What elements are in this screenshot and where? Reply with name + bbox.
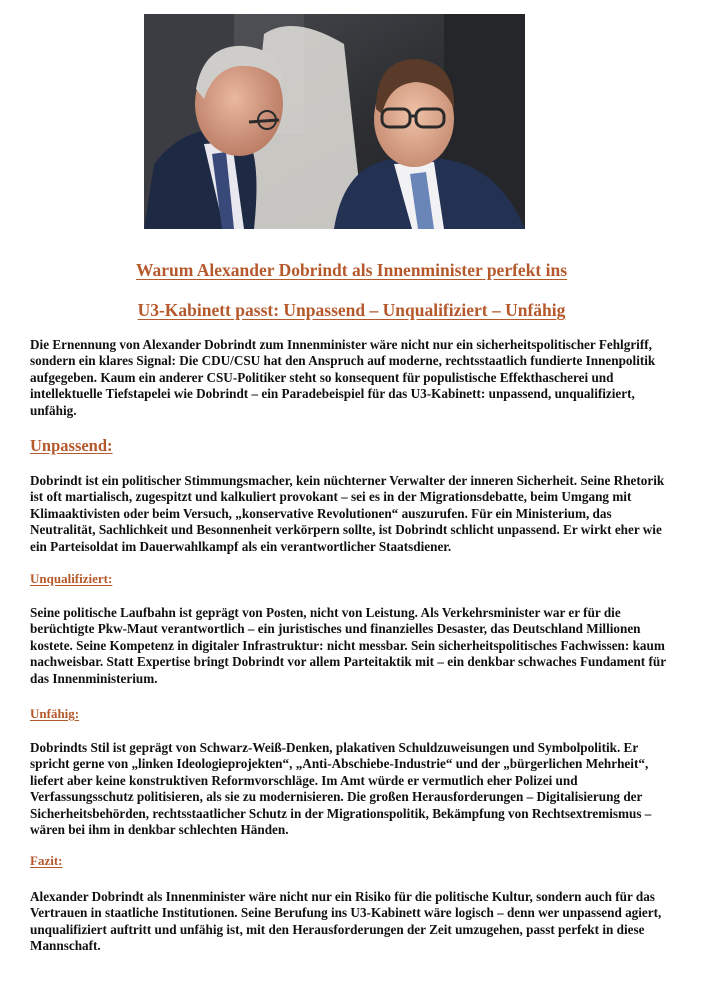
article-title-line-1: Warum Alexander Dobrindt als Innenminister perfekt ins — [135, 260, 568, 280]
photo-illustration — [144, 14, 525, 229]
section-body-unfaehig: Dobrindts Stil ist geprägt von Schwarz-Weiß-Denken, plakativen Schuldzuweisungen und Symbolpolitik. Er spricht gerne von „linken Ideologieprojekten“, „Anti-Abschiebe-Industrie“ und der „bürgerlichen Mehrheit“, liefert aber keine konstruktiven Reformvorschläge. Im Amt würde er vermutlich eher Polizei und Verfassungsschutz politisieren, als sie zu modernisieren. Die großen Herausforderungen – Digitalisierung der Sicherheitsbehörden, rechtsstaatlicher Schutz in der Migrationspolitik, Bekämpfung von Rechtsextremismus – wären bei ihm in denkbar schlechten Händen. — [30, 740, 652, 838]
intro-paragraph: Die Ernennung von Alexander Dobrindt zum Innenminister wäre nicht nur ein sicherheitspolitischer Fehlgriff, sondern ein klares Signal: Die CDU/CSU hat den Anspruch auf moderne, rechtsstaatlich fundierte Innenpolitik aufgegeben. Kaum ein anderer CSU-Politiker steht so konsequent für populistische Effekthascherei und intellektuelle Tiefstapelei wie Dobrindt – ein Paradebeispiel für das U3-Kabinett: unpassend, unqualifiziert, unfähig. — [30, 337, 656, 418]
section-heading-unfaehig: Unfähig: — [30, 706, 80, 721]
article-photo — [144, 14, 525, 229]
article-title-line-2: U3-Kabinett passt: Unpassend – Unqualifiziert – Unfähig — [137, 300, 566, 320]
section-body-unqualifiziert: Seine politische Laufbahn ist geprägt von Posten, nicht von Leistung. Als Verkehrsminister war er für die berüchtigte Pkw-Maut verantwortlich – ein juristisches und finanzielles Desaster, das Deutschland Millionen kostete. Seine Kompetenz in digitaler Infrastruktur: nicht messbar. Sein sicherheitspolitisches Fachwissen: kaum nachweisbar. Statt Expertise bringt Dobrindt vor allem Parteitaktik mit – ein denkbar schwaches Fundament für das Innenministerium. — [30, 605, 666, 686]
section-body-fazit: Alexander Dobrindt als Innenminister wäre nicht nur ein Risiko für die politische Kultur, sondern auch für das Vertrauen in staatliche Institutionen. Seine Berufung ins U3-Kabinett wäre logisch – denn wer unpassend agiert, unqualifiziert auftritt und unfähig ist, mit den Herausforderungen der Zeit umzugehen, passt perfekt in diese Mannschaft. — [30, 889, 662, 954]
section-heading-unpassend: Unpassend: — [30, 436, 113, 455]
section-heading-unqualifiziert: Unqualifiziert: — [30, 571, 113, 586]
section-body-unpassend: Dobrindt ist ein politischer Stimmungsmacher, kein nüchterner Verwalter der inneren Sicherheit. Seine Rhetorik ist oft martialisch, zugespitzt und kalkuliert provokant – sei es in der Migrationsdebatte, beim Umgang mit Klimaaktivisten oder beim Versuch, „konservative Revolutionen“ auszurufen. Für ein Ministerium, das Neutralität, Sachlichkeit und Besonnenheit verkörpern sollte, ist Dobrindt schlicht unpassend. Er wirkt eher wie ein Parteisoldat im Dauerwahlkampf als ein verantwortlicher Staatsdiener. — [30, 473, 665, 554]
section-heading-fazit: Fazit: — [30, 853, 63, 868]
